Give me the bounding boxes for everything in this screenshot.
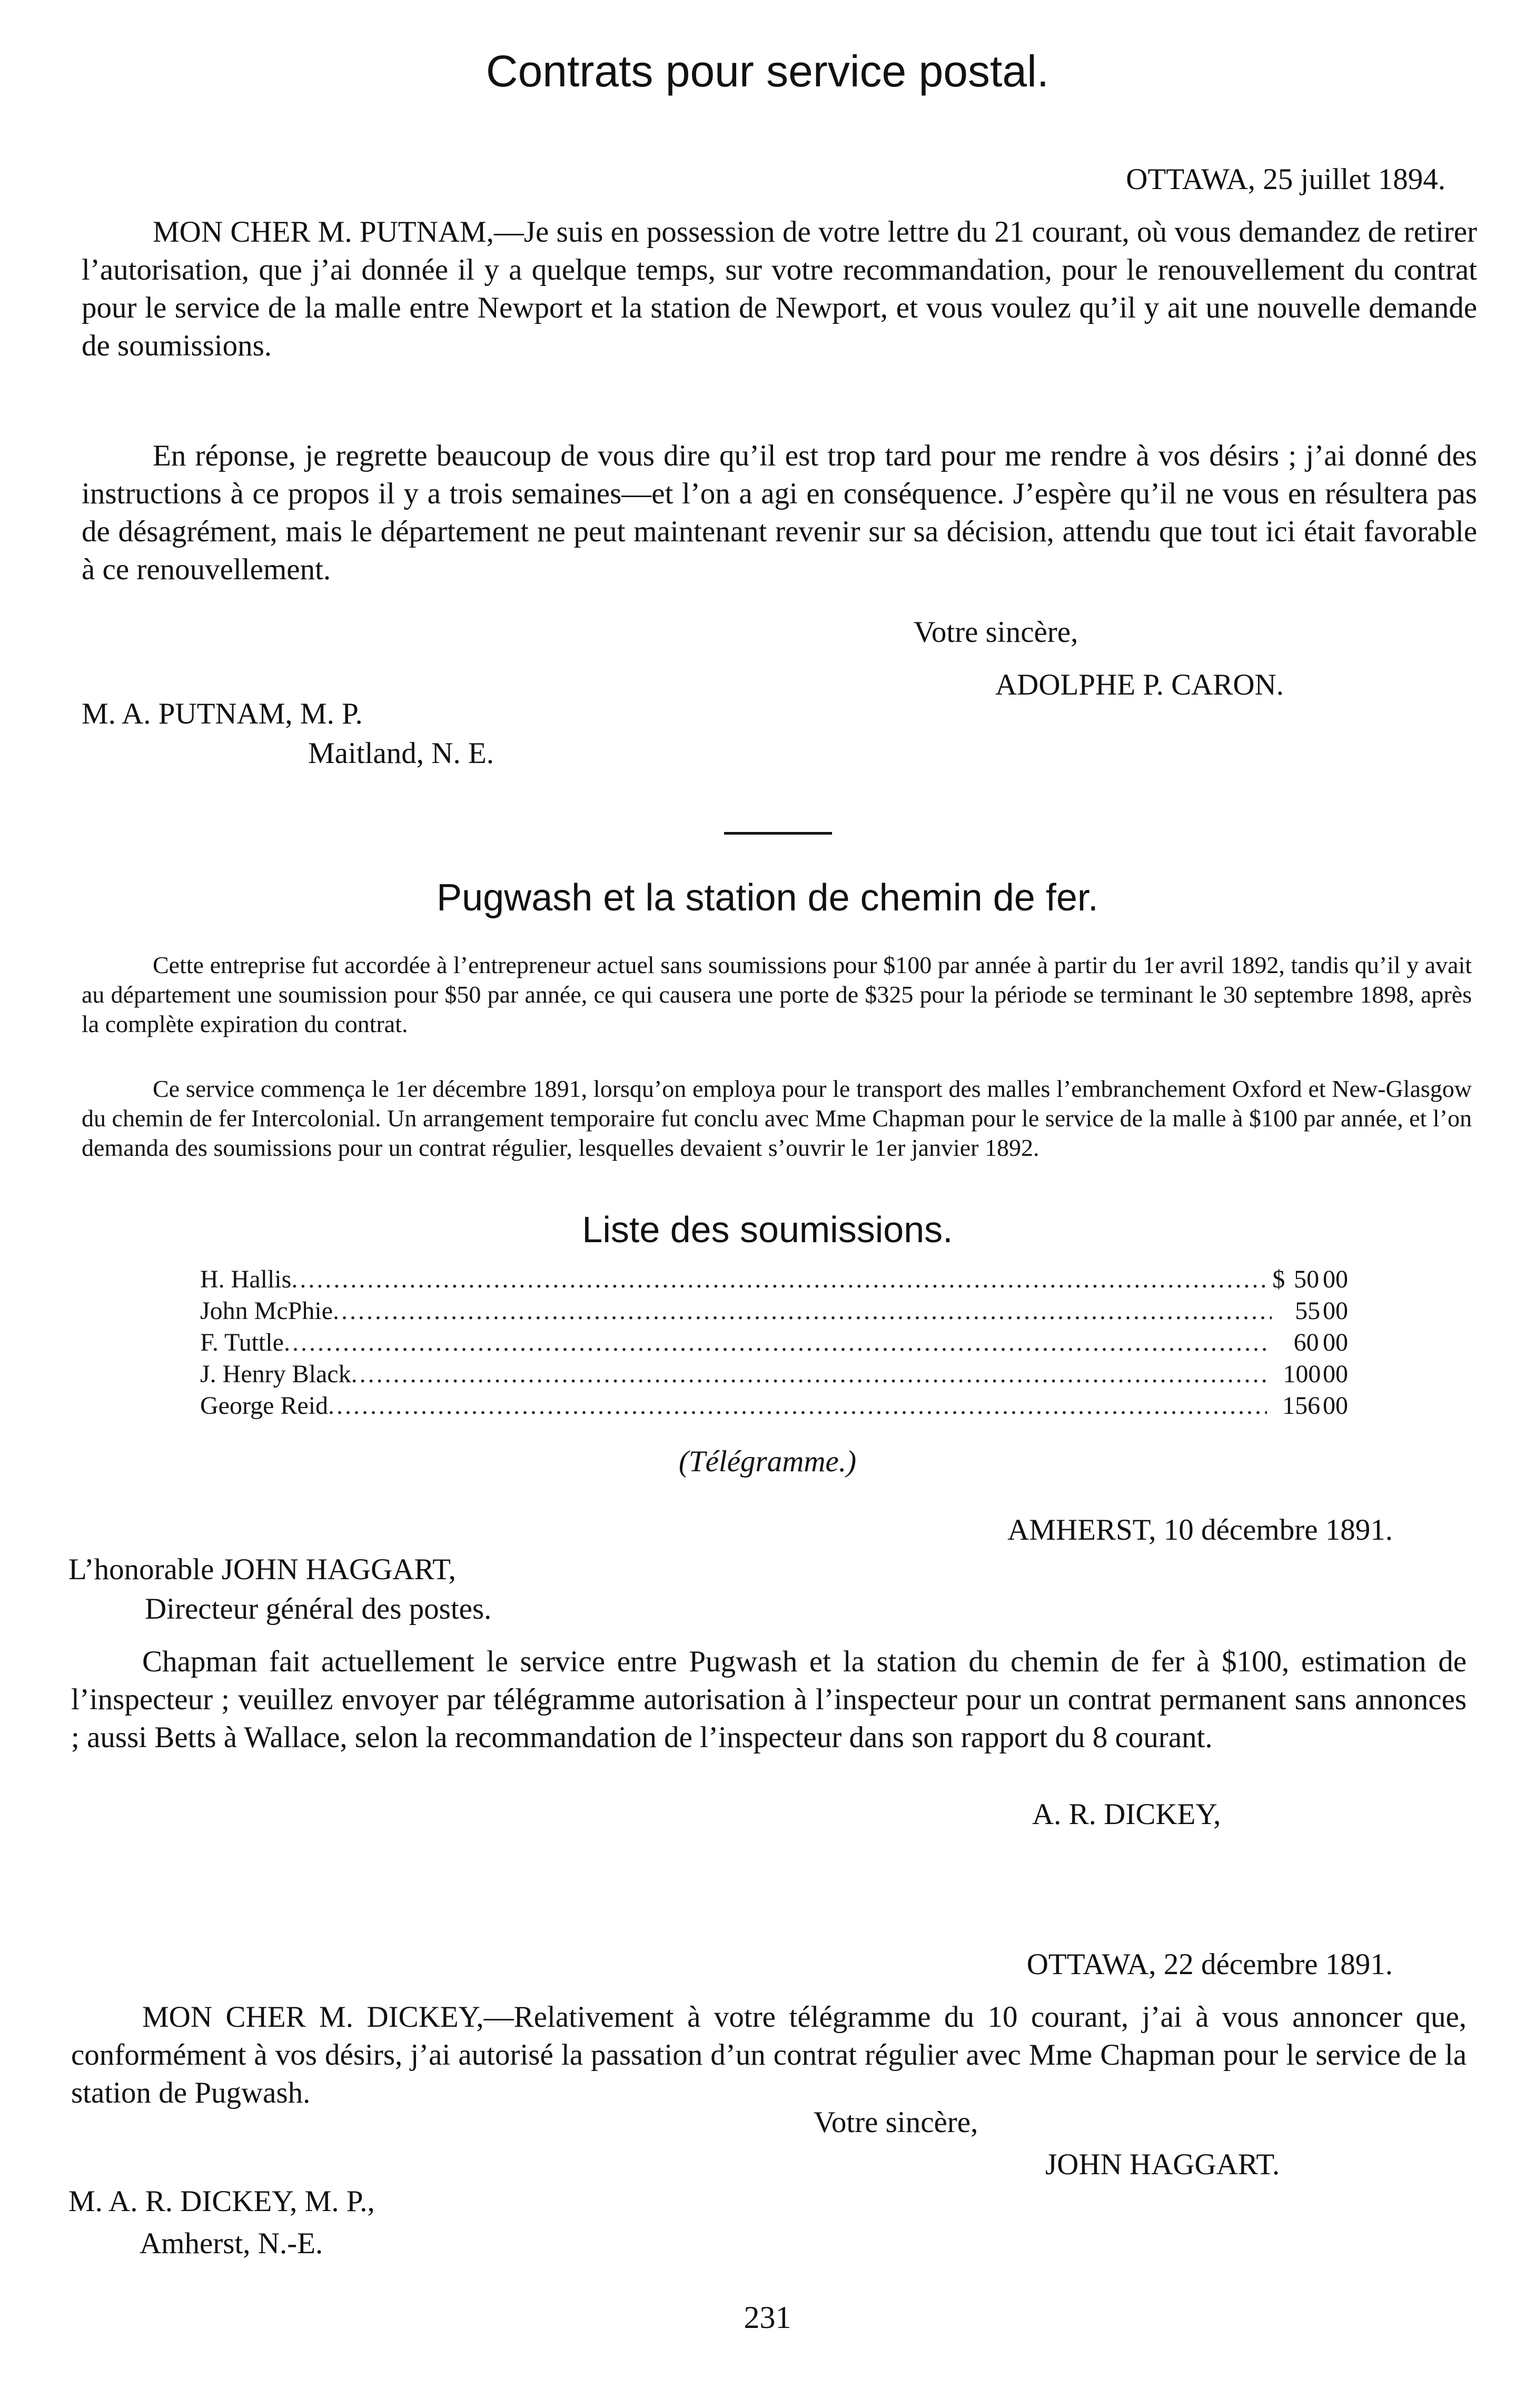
letter1-signature: ADOLPHE P. CARON. [995,668,1284,701]
letter1-paragraph-1 [82,213,1477,365]
leader-dots [291,1264,1267,1295]
tender-name: John McPhie [200,1297,333,1325]
tender-cents: 00 [1322,1297,1348,1325]
leader-dots [333,1295,1272,1327]
letter2-paragraph [71,1998,1467,2112]
page-title: Contrats pour service postal. [486,46,1049,96]
leader-dots [328,1390,1267,1422]
tenders-table [200,1264,1348,1422]
tender-cents: 00 [1323,1392,1348,1420]
letter2-body-text: —Relativement à votre télégramme du 10 courant, j’ai à vous annoncer que, conformément à vos désirs, j’ai autorisé la passation d’un contrat régulier avec Mme Chapman pour le service de la station de Pugwash. [71,2000,1467,2109]
letter2-location: Amherst, N.-E. [140,2227,323,2260]
tender-cents: 00 [1323,1265,1348,1293]
telegram-recipient-title: Directeur général des postes. [145,1592,492,1626]
section-title: Pugwash et la station de chemin de fer. [437,877,1098,919]
tender-amount: 60 [1293,1329,1319,1356]
letter2-recipient: M. A. R. DICKEY, M. P., [68,2185,375,2218]
tender-row [200,1295,1348,1327]
section-divider [724,832,832,835]
letter2-salutation: MON CHER M. DICKEY, [142,2000,484,2034]
tender-name: H. Hallis [200,1265,292,1293]
telegram-label: (Télégramme.) [678,1445,857,1478]
letter2-closing: Votre sincère, [814,2106,978,2139]
telegram-recipient: L’honorable JOHN HAGGART, [68,1553,456,1586]
tender-cents: 00 [1323,1360,1348,1388]
tender-row [200,1264,1348,1295]
letter2-signature: JOHN HAGGART. [1045,2148,1280,2181]
telegram-date: AMHERST, 10 décembre 1891. [1007,1513,1393,1547]
tender-name: George Reid [200,1392,329,1420]
tender-amount: 50 [1294,1265,1320,1293]
tender-name: F. Tuttle [200,1329,284,1356]
tender-name: J. Henry Black [200,1360,351,1388]
telegram-signature: A. R. DICKEY, [1032,1798,1221,1831]
tender-amount: 100 [1283,1360,1321,1388]
currency-symbol: $ [1272,1265,1285,1293]
tender-row [200,1327,1348,1359]
letter1-closing: Votre sincère, [914,616,1078,649]
section-paragraph-2: Ce service commença le 1er décembre 1891, lorsqu’on employa pour le transport des malles l’embranchement Oxford et New-Glasgow du chemin de fer Intercolonial. Un arrangement temporaire fut conclu avec Mme Chapman pour le service de la malle à $100 par année, et l’on demanda des soumissions pour un contrat régulier, lesquelles devaient s’ouvrir le 1er janvier 1892. [82,1075,1472,1161]
letter1-paragraph-2: En réponse, je regrette beaucoup de vous dire qu’il est trop tard pour me rendre à vos désirs ; j’ai donné des instructions à ce propos il y a trois semaines—et l’on a agi en conséquence. J’espère qu’il ne vous en résultera pas de désagrément, mais le département ne peut maintenant revenir sur sa décision, attendu que tout ici était favorable à ce renouvellement. [82,439,1477,586]
leader-dots [284,1327,1269,1359]
telegram-body: Chapman fait actuellement le service entre Pugwash et la station du chemin de fer à $100, estimation de l’inspecteur ; veuillez envoyer par télégramme autorisation à l’inspecteur pour un contrat permanent sans annonces ; aussi Betts à Wallace, selon la recommandation de l’inspecteur dans son rapport du 8 courant. [71,1645,1467,1754]
letter2-date: OTTAWA, 22 décembre 1891. [1026,1948,1393,1981]
tender-row [200,1390,1348,1422]
tender-amount: 55 [1295,1297,1321,1325]
tender-amount: 156 [1282,1392,1321,1420]
page-number: 231 [744,2300,791,2335]
letter1-body-text: —Je suis en possession de votre lettre du 21 courant, où vous demandez de retirer l’autorisation, que j’ai donnée il y a quelque temps, sur votre recommandation, pour le renouvellement du contrat pour le service de la malle entre Newport et la station de Newport, et vous voulez qu’il y ait une nouvelle demande de soumissions. [82,215,1478,362]
tender-cents: 00 [1323,1329,1348,1356]
tender-row [200,1359,1348,1390]
tenders-title: Liste des soumissions. [582,1209,953,1250]
letter1-location: Maitland, N. E. [308,737,494,770]
section-paragraph-1: Cette entreprise fut accordée à l’entrepreneur actuel sans soumissions pour $100 par année à partir du 1er avril 1892, tandis qu’il y avait au département une soumission pour $50 par année, ce qui causera une porte de $325 pour la période se terminant le 30 septembre 1898, après la complète expiration du contrat. [82,952,1472,1037]
leader-dots [351,1359,1268,1390]
letter1-recipient: M. A. PUTNAM, M. P. [82,697,363,730]
letter1-date: OTTAWA, 25 juillet 1894. [1126,163,1445,196]
letter1-salutation: MON CHER M. PUTNAM, [153,215,494,249]
